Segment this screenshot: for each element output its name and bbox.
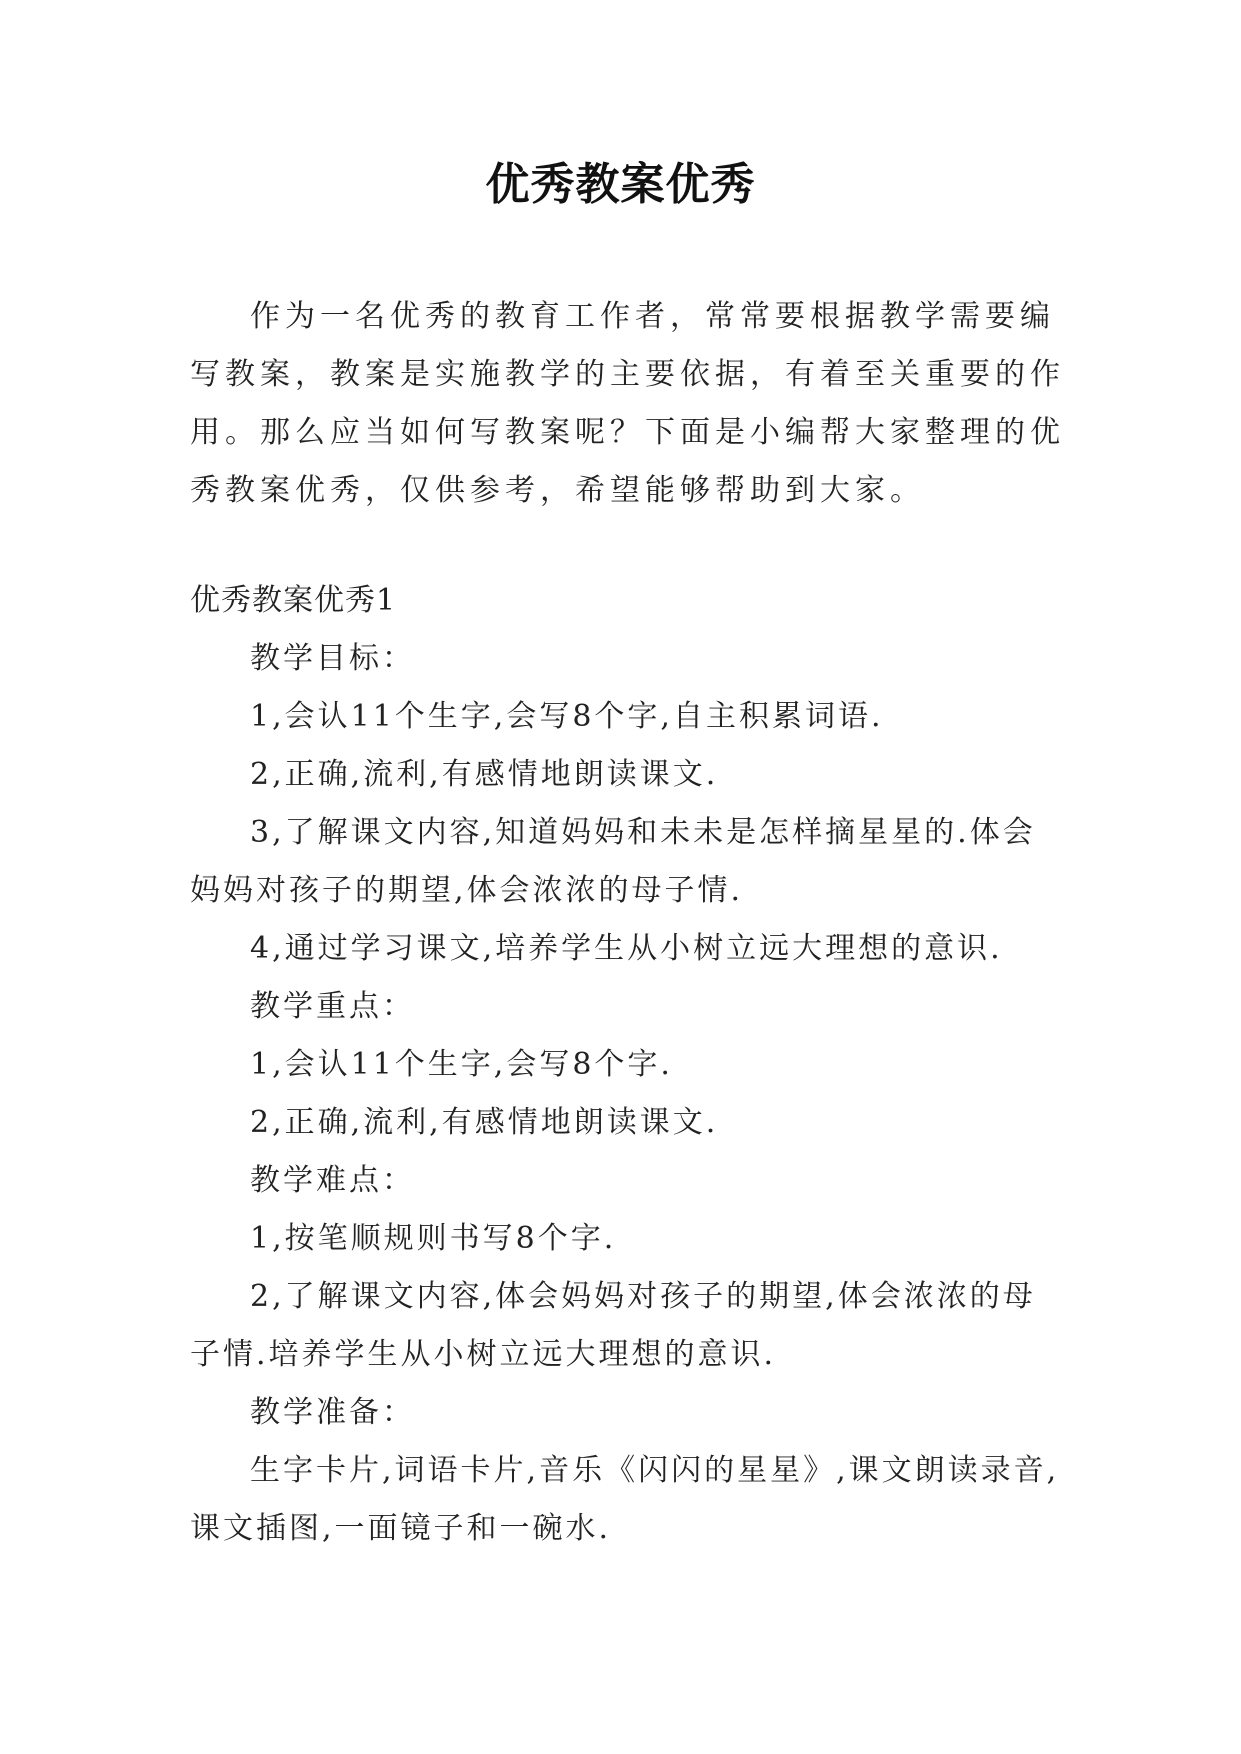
objective-item-3: 3,了解课文内容,知道妈妈和未未是怎样摘星星的.体会妈妈对孩子的期望,体会浓浓的母子情. <box>190 815 1036 908</box>
objective-item-4: 4,通过学习课文,培养学生从小树立远大理想的意识. <box>250 931 1003 966</box>
key-point-item-1: 1,会认11个生字,会写8个字. <box>250 1047 673 1082</box>
key-point-item-2: 2,正确,流利,有感情地朗读课文. <box>250 1105 719 1140</box>
intro-paragraph: 作为一名优秀的教育工作者，常常要根据教学需要编写教案，教案是实施教学的主要依据，有着至关重要的作用。那么应当如何写教案呢？下面是小编帮大家整理的优秀教案优秀，仅供参考，希望能够帮助到大家。 <box>190 299 1065 508</box>
objective-item-2: 2,正确,流利,有感情地朗读课文. <box>250 757 719 792</box>
difficulty-item-2: 2,了解课文内容,体会妈妈对孩子的期望,体会浓浓的母子情.培养学生从小树立远大理想的意识. <box>190 1279 1036 1372</box>
objective-item-1: 1,会认11个生字,会写8个字,自主积累词语. <box>250 699 884 734</box>
section-heading: 优秀教案优秀1 <box>190 583 397 618</box>
difficulties-heading: 教学难点： <box>250 1163 415 1198</box>
objectives-heading: 教学目标： <box>250 641 415 676</box>
document-body <box>190 288 1068 1558</box>
difficulty-item-1: 1,按笔顺规则书写8个字. <box>250 1221 617 1256</box>
preparation-heading: 教学准备： <box>250 1395 415 1430</box>
document-title: 优秀教案优秀 <box>485 159 756 210</box>
key-points-heading: 教学重点： <box>250 989 415 1024</box>
preparation-item: 生字卡片,词语卡片,音乐《闪闪的星星》,课文朗读录音,课文插图,一面镜子和一碗水. <box>190 1453 1060 1546</box>
